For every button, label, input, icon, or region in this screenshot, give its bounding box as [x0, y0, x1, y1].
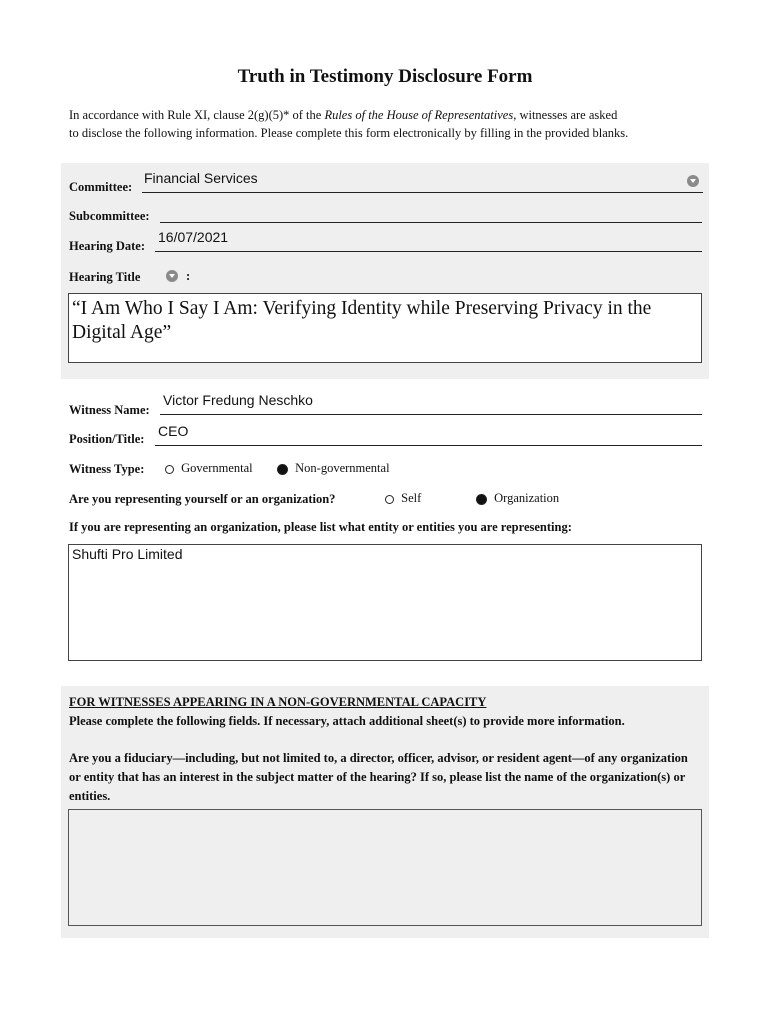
- self-radio[interactable]: [385, 495, 394, 504]
- nongov-heading: FOR WITNESSES APPEARING IN A NON-GOVERNMENTAL CAPACITY: [69, 695, 487, 709]
- representing-label: Are you representing yourself or an organization?: [69, 492, 336, 506]
- nongovernmental-radio[interactable]: [277, 464, 288, 475]
- witness-type-label: Witness Type:: [69, 462, 145, 476]
- intro-rules-italic: Rules of the House of Representatives: [324, 108, 514, 122]
- governmental-radio[interactable]: [165, 465, 174, 474]
- subcommittee-label: Subcommittee:: [69, 209, 150, 223]
- committee-dropdown[interactable]: [142, 170, 703, 193]
- hearing-date-field[interactable]: [155, 229, 702, 252]
- intro-part1: In accordance with Rule XI, clause 2(g)(5)* of the: [69, 108, 325, 122]
- witness-name-field[interactable]: [160, 392, 702, 415]
- organization-radio[interactable]: [476, 494, 487, 505]
- nongovernmental-radio-label: Non-governmental: [295, 461, 390, 475]
- organization-radio-label: Organization: [494, 491, 560, 505]
- chevron-down-icon[interactable]: [687, 175, 699, 187]
- subcommittee-field[interactable]: [160, 204, 702, 223]
- hearing-date-label: Hearing Date:: [69, 239, 146, 253]
- form-title: Truth in Testimony Disclosure Form: [237, 66, 533, 87]
- fiduciary-field[interactable]: [68, 809, 702, 926]
- hearing-title-colon: :: [186, 269, 191, 283]
- position-title-value: CEO: [158, 423, 189, 439]
- witness-type-nongovernmental-option[interactable]: [277, 461, 390, 476]
- hearing-title-value: “I Am Who I Say I Am: Verifying Identity while Preserving Privacy in the Digital Age”: [72, 298, 652, 343]
- hearing-title-label: Hearing Title: [69, 270, 141, 284]
- fiduciary-question: Are you a fiduciary—including, but not limited to, a director, officer, advisor, or resident agent—of any organization or entity that has an interest in the subject matter of the hearing? If so, please list the name of the organization(s) or entities.: [69, 751, 688, 803]
- representing-self-option[interactable]: [385, 491, 421, 506]
- intro-line2: to disclose the following information. Please complete this form electronically by filling in the provided blanks.: [69, 126, 629, 140]
- self-radio-label: Self: [401, 491, 422, 505]
- entities-field[interactable]: [68, 544, 702, 661]
- witness-name-value: Victor Fredung Neschko: [163, 392, 313, 408]
- committee-label: Committee:: [69, 180, 133, 194]
- nongov-instructions: Please complete the following fields. If necessary, attach additional sheet(s) to provide more information.: [69, 714, 625, 728]
- witness-name-label: Witness Name:: [69, 403, 150, 417]
- intro-text: [69, 106, 709, 142]
- governmental-radio-label: Governmental: [181, 461, 253, 475]
- position-title-field[interactable]: [155, 423, 702, 446]
- entities-label: If you are representing an organization, please list what entity or entities you are representing:: [69, 520, 572, 534]
- entities-value: Shufti Pro Limited: [72, 546, 183, 562]
- hearing-date-value: 16/07/2021: [158, 229, 229, 245]
- hearing-title-dropdown-icon[interactable]: [166, 270, 178, 282]
- representing-organization-option[interactable]: [476, 491, 559, 506]
- committee-value: Financial Services: [144, 170, 258, 186]
- hearing-title-field[interactable]: [68, 293, 702, 363]
- intro-part2: , witnesses are asked: [513, 108, 618, 122]
- witness-type-governmental-option[interactable]: [165, 461, 253, 476]
- position-title-label: Position/Title:: [69, 432, 145, 446]
